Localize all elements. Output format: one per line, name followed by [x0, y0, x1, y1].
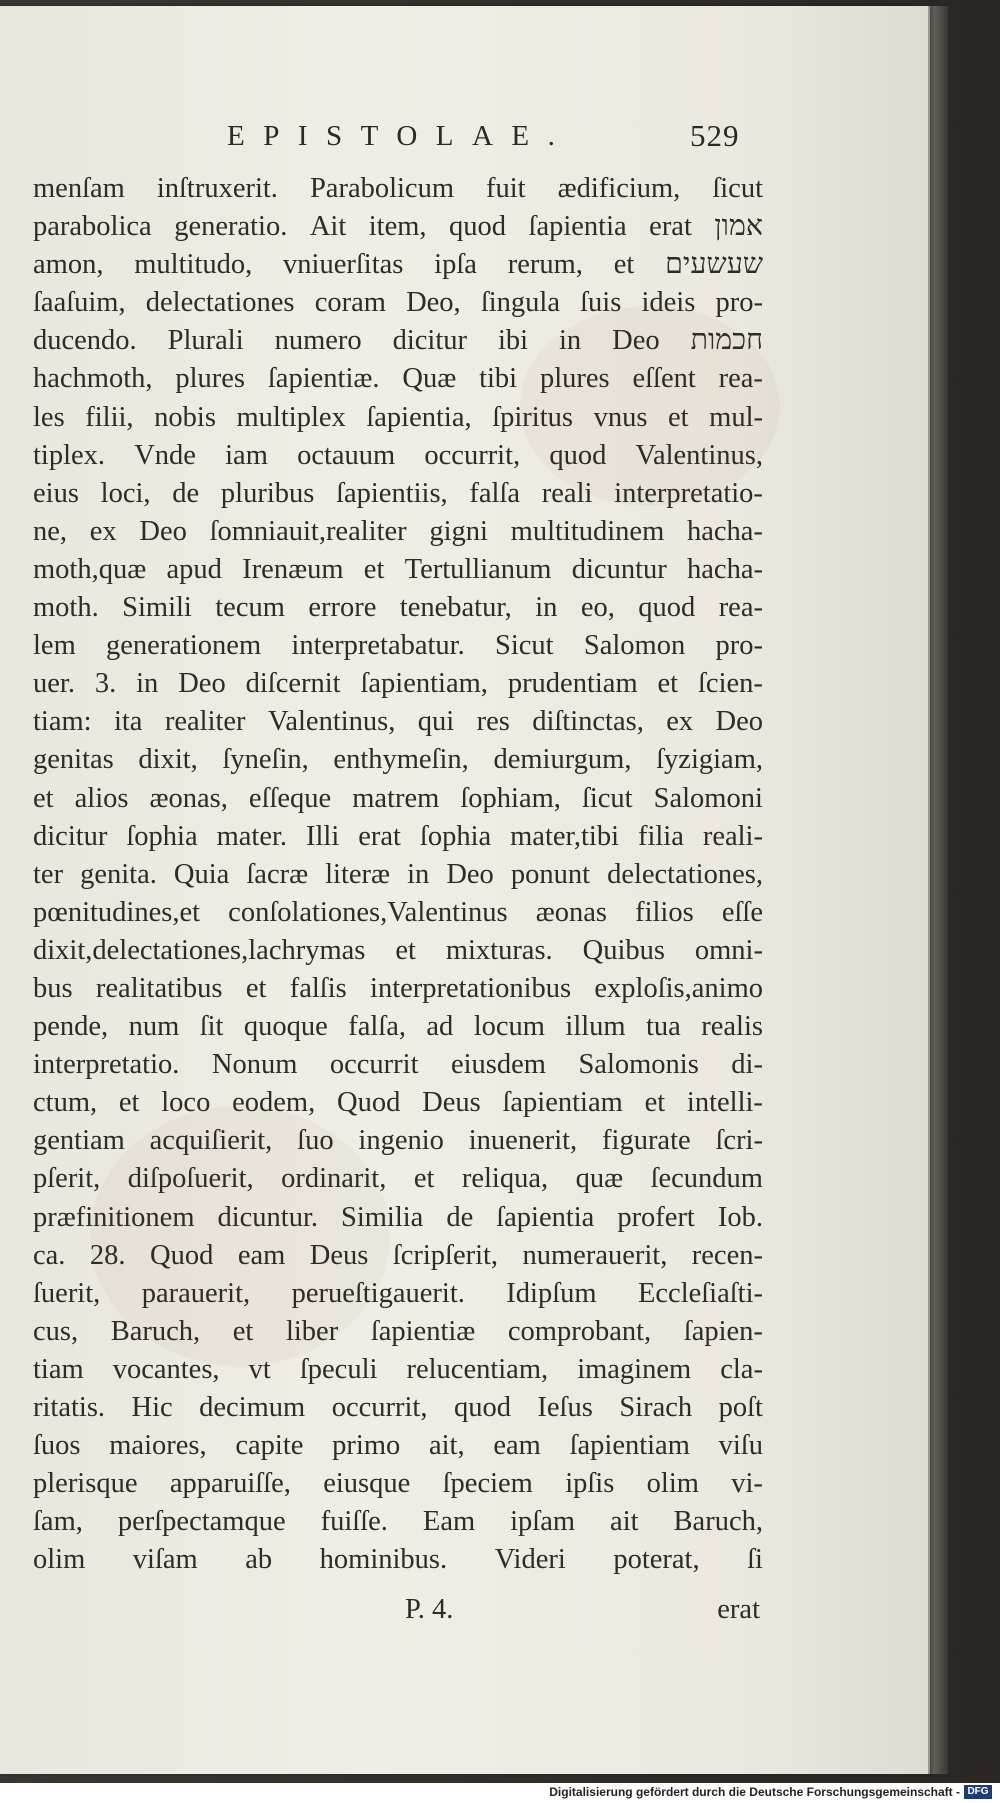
text-line: moth. Simili tecum errore tenebatur, in eo, quod rea-	[33, 592, 763, 624]
text-body	[33, 170, 763, 1579]
text-line: pſerit, diſpoſuerit, ordinarit, et reliqua, quæ ſecundum	[33, 1163, 763, 1195]
text-line: interpretatio. Nonum occurrit eiusdem Salomonis di-	[33, 1049, 763, 1081]
text-line: ſuerit, parauerit, perueſtigauerit. Idipſum Eccleſiaſti-	[33, 1277, 763, 1309]
text-line: bus realitatibus et falſis interpretationibus exploſis,animo	[33, 972, 763, 1004]
dfg-logo: DFG	[964, 1785, 992, 1799]
book-page	[0, 6, 930, 1774]
credit-text: Digitalisierung gefördert durch die Deutsche Forschungsgemeinschaft -	[549, 1785, 960, 1799]
text-line: moth,quæ apud Irenæum et Tertullianum dicuntur hacha-	[33, 553, 763, 585]
text-line: olim viſam ab hominibus. Videri poterat, ſi	[33, 1544, 763, 1576]
text-line: dicitur ſophia mater. Illi erat ſophia mater,tibi filia reali-	[33, 820, 763, 852]
text-line: uer. 3. in Deo diſcernit ſapientiam, prudentiam et ſcien-	[33, 668, 763, 700]
text-line: ter genita. Quia ſacræ literæ in Deo ponunt delectationes,	[33, 858, 763, 890]
text-line: les filii, nobis multiplex ſapientia, ſpiritus vnus et mul-	[33, 401, 763, 433]
text-line: pœnitudines,et conſolationes,Valentinus æonas filios eſſe	[33, 896, 763, 928]
page-number: 529	[690, 118, 740, 153]
text-line: præfinitionem dicuntur. Similia de ſapientia profert Iob.	[33, 1201, 763, 1233]
text-line: genitas dixit, ſyneſin, enthymeſin, demiurgum, ſyzigiam,	[33, 744, 763, 776]
text-line: tiam vocantes, vt ſpeculi relucentiam, imaginem cla-	[33, 1353, 763, 1385]
text-line: ducendo. Plurali numero dicitur ibi in Deo חכמות	[33, 325, 763, 357]
text-line: tiplex. Vnde iam octauum occurrit, quod Valentinus,	[33, 439, 763, 471]
text-line: ne, ex Deo ſomniauit,realiter gigni multitudinem hacha-	[33, 515, 763, 547]
text-line: pende, num ſit quoque falſa, ad locum illum tua realis	[33, 1011, 763, 1043]
page-footer-line	[33, 1594, 763, 1632]
text-line: amon, multitudo, vniuerſitas ipſa rerum, et שעשעים	[33, 249, 763, 281]
text-line: ſaaſuim, delectationes coram Deo, ſingula ſuis ideis pro-	[33, 287, 763, 319]
text-line: ſam, perſpectamque fuiſſe. Eam ipſam ait Baruch,	[33, 1506, 763, 1538]
text-line: dixit,delectationes,lachrymas et mixturas. Quibus omni-	[33, 934, 763, 966]
text-line: ſuos maiores, capite primo ait, eam ſapientiam viſu	[33, 1430, 763, 1462]
page-edge-shadow	[930, 6, 948, 1774]
text-line: gentiam acquiſierit, ſuo ingenio inuenerit, figurate ſcri-	[33, 1125, 763, 1157]
text-line: cus, Baruch, et liber ſapientiæ comprobant, ſapien-	[33, 1315, 763, 1347]
text-line: hachmoth, plures ſapientiæ. Quæ tibi plures eſſent rea-	[33, 363, 763, 395]
text-line: ritatis. Hic decimum occurrit, quod Ieſus Sirach poſt	[33, 1392, 763, 1423]
text-line: lem generationem interpretabatur. Sicut Salomon pro-	[33, 630, 763, 662]
catchword: erat	[717, 1594, 760, 1625]
text-line: eius loci, de pluribus ſapientiis, falſa reali interpretatio-	[33, 477, 763, 509]
text-line: plerisque apparuiſſe, eiusque ſpeciem ipſis olim vi-	[33, 1468, 763, 1500]
text-line: et alios æonas, eſſeque matrem ſophiam, ſicut Salomoni	[33, 782, 763, 814]
signature-mark: P. 4.	[405, 1594, 454, 1625]
text-line: ctum, et loco eodem, Quod Deus ſapientiam et intelli-	[33, 1087, 763, 1119]
running-head: EPISTOLAE.	[227, 120, 574, 152]
text-line: parabolica generatio. Ait item, quod ſapientia erat אמון	[33, 211, 763, 243]
text-line: ca. 28. Quod eam Deus ſcripſerit, numerauerit, recen-	[33, 1239, 763, 1271]
text-line: menſam inſtruxerit. Parabolicum fuit ædificium, ſicut	[33, 173, 763, 204]
text-line: tiam: ita realiter Valentinus, qui res diſtinctas, ex Deo	[33, 706, 763, 738]
